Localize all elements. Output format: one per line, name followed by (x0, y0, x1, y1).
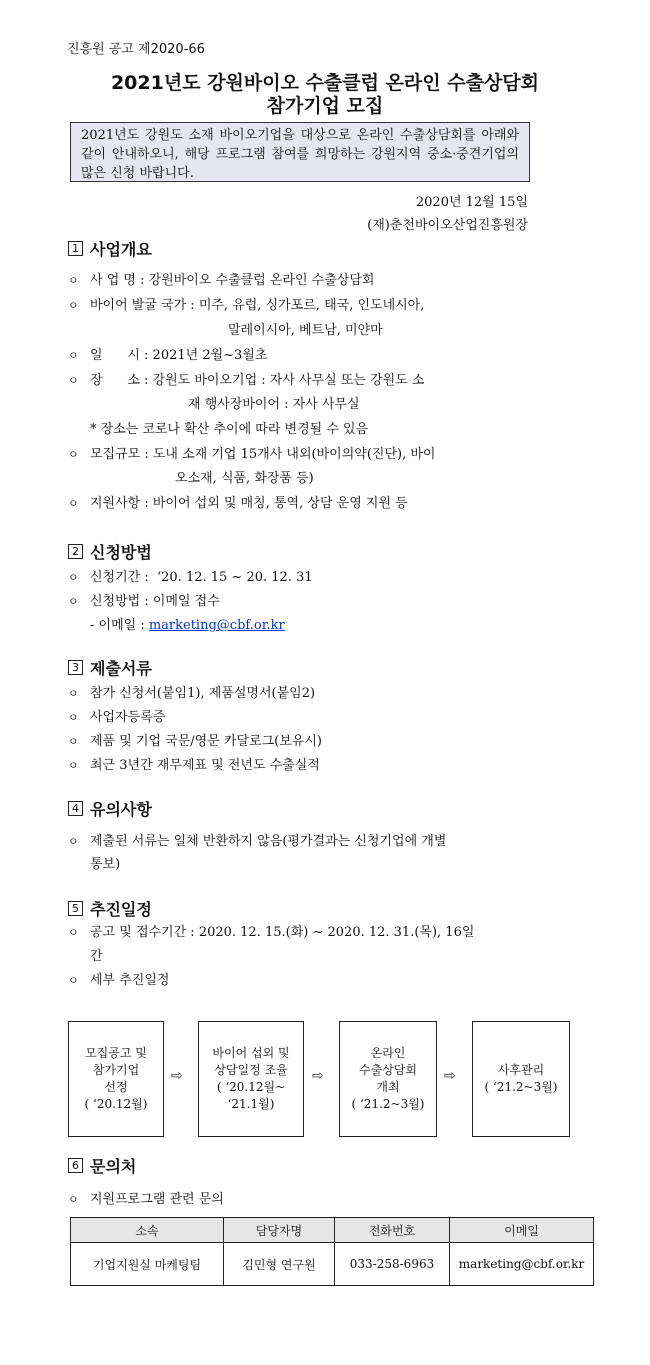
bullet: ㅇ (68, 274, 79, 287)
flow-step-followup (472, 1021, 570, 1137)
flow-step-text: ( ‘20.12월) (84, 1097, 148, 1111)
list-item (68, 754, 320, 773)
item-text: 신청방법 : 이메일 접수 (90, 594, 220, 609)
list-item (68, 682, 315, 701)
item-text: 최근 3년간 재무제표 및 전년도 수출실적 (90, 758, 320, 773)
item-text: 바이어 발굴 국가 : 미주, 유럽, 싱가포르, 태국, 인도네시아, (90, 298, 425, 313)
bullet: ㅇ (68, 349, 79, 362)
flow-step-text: 바이어 섭외 및 (212, 1046, 290, 1060)
section-header-overview (68, 237, 152, 260)
email-label: - 이메일 : (90, 618, 149, 633)
table-cell: 기업지원실 마케팅팀 (71, 1243, 224, 1286)
bullet: ㅇ (68, 374, 79, 387)
bullet: ㅇ (68, 497, 79, 510)
table-cell: marketing@cbf.or.kr (450, 1243, 594, 1286)
list-item (68, 921, 474, 940)
flow-step-text: ( ‘21.2~3월) (351, 1097, 425, 1111)
section-title: 사업개요 (90, 240, 152, 259)
item-text: 신청기간 : ‘20. 12. 15 ~ 20. 12. 31 (90, 570, 313, 585)
flow-step-text: ( ‘21.2~3월) (484, 1080, 558, 1094)
section-header-contact (68, 1154, 136, 1177)
item-continuation: 재 행사장바이어 : 자사 사무실 (188, 397, 360, 412)
section-header-schedule (68, 897, 152, 920)
bullet: ㅇ (68, 974, 79, 987)
flow-step-text: 수출상담회 (359, 1063, 417, 1077)
item-text: 모집규모 : 도내 소재 기업 15개사 내외(바이의약(진단), 바이 (90, 447, 436, 462)
table-row (71, 1243, 594, 1286)
section-header-application (68, 540, 152, 563)
section-title: 추진일정 (90, 900, 152, 919)
column-header: 전화번호 (335, 1218, 450, 1243)
section-number: 6 (68, 1158, 83, 1173)
page-subtitle: 참가기업 모집 (266, 95, 384, 117)
section-number: 3 (68, 660, 83, 675)
flow-step-buyer (198, 1021, 304, 1137)
section-number: 2 (68, 544, 83, 559)
flow-step-online-fair (339, 1021, 437, 1137)
list-item (68, 269, 374, 288)
column-header: 소속 (71, 1218, 224, 1243)
item-continuation: 오소재, 식품, 화장품 등) (175, 471, 314, 486)
flow-step-text: ‘21.1월) (227, 1097, 275, 1111)
list-item (68, 706, 165, 725)
bullet: ㅇ (68, 711, 79, 724)
column-header: 담당자명 (224, 1218, 335, 1243)
table-cell: 033-258-6963 (335, 1243, 450, 1286)
bullet: ㅇ (68, 926, 79, 939)
flow-step-text: 온라인 (370, 1046, 406, 1060)
bullet: ㅇ (68, 687, 79, 700)
section-number: 4 (68, 801, 83, 816)
issue-date: 2020년 12월 15일 (415, 195, 528, 210)
bullet: ㅇ (68, 299, 79, 312)
list-item (68, 969, 169, 988)
section-number: 1 (68, 241, 83, 256)
item-continuation: 통보) (90, 857, 121, 872)
section-title: 제출서류 (90, 659, 152, 678)
item-text: 제품 및 기업 국문/영문 카달로그(보유시) (90, 734, 322, 749)
section-header-notice (68, 797, 152, 820)
list-item (68, 344, 267, 363)
arrow-right-icon: ⇨ (171, 1068, 183, 1084)
flow-step-recruit (68, 1021, 164, 1137)
list-item (68, 566, 313, 585)
list-item (68, 294, 424, 313)
flow-step-text: 모집공고 및 (85, 1046, 147, 1060)
list-item (68, 590, 220, 609)
section-title: 유의사항 (90, 800, 152, 819)
list-item (68, 369, 424, 388)
email-link[interactable]: marketing@cbf.or.kr (148, 618, 285, 633)
section-title: 문의처 (90, 1157, 137, 1176)
list-item (68, 443, 435, 462)
flow-step-text: ( ‘20.12월~ (216, 1080, 286, 1094)
table-cell: 김민형 연구원 (224, 1243, 335, 1286)
item-text: 일 시 : 2021년 2월~3월초 (90, 348, 268, 363)
list-item (68, 1188, 224, 1207)
flow-step-text: 참가기업 (92, 1063, 140, 1077)
bullet: ㅇ (68, 835, 79, 848)
list-item (68, 492, 408, 511)
bullet: ㅇ (68, 759, 79, 772)
section-header-documents (68, 656, 152, 679)
issuer: (재)춘천바이오산업진흥원장 (367, 218, 528, 233)
note-text: * 장소는 코로나 확산 추이에 따라 변경될 수 있음 (90, 422, 369, 437)
section-title: 신청방법 (90, 543, 152, 562)
item-text: 사업자등록증 (90, 710, 166, 725)
list-item (68, 730, 322, 749)
flow-step-text: 상담일정 조율 (214, 1063, 288, 1077)
arrow-right-icon: ⇨ (444, 1068, 456, 1084)
item-text: 지원프로그램 관련 문의 (90, 1192, 224, 1207)
item-continuation: 간 (90, 949, 103, 964)
list-item (68, 830, 446, 849)
bullet: ㅇ (68, 448, 79, 461)
flow-step-text: 개최 (376, 1080, 400, 1094)
item-text: 사 업 명 : 강원바이오 수출클럽 온라인 수출상담회 (90, 273, 375, 288)
intro-box: 2021년도 강원도 소재 바이오기업을 대상으로 온라인 수출상담회를 아래와 같이 안내하오니, 해당 프로그램 참여를 희망하는 강원지역 중소·중견기업의 많은 신청 바랍니다. (70, 122, 530, 182)
item-continuation: 말레이시아, 베트남, 미얀마 (228, 323, 383, 338)
bullet: ㅇ (68, 595, 79, 608)
table-header-row (71, 1218, 594, 1243)
item-text: 지원사항 : 바이어 섭외 및 매칭, 통역, 상담 운영 지원 등 (90, 496, 408, 511)
contact-table (70, 1217, 594, 1286)
item-text: 제출된 서류는 일체 반환하지 않음(평가결과는 신청기업에 개별 (90, 834, 447, 849)
bullet: ㅇ (68, 571, 79, 584)
bullet: ㅇ (68, 735, 79, 748)
flow-step-text: 선정 (104, 1080, 128, 1094)
flow-step-text: 사후관리 (497, 1063, 545, 1077)
page-title: 2021년도 강원바이오 수출클럽 온라인 수출상담회 (110, 72, 540, 94)
column-header: 이메일 (450, 1218, 594, 1243)
item-text: 장 소 : 강원도 바이오기업 : 자사 사무실 또는 강원도 소 (90, 373, 425, 388)
document-number: 진흥원 공고 제2020-66 (67, 42, 205, 57)
item-text: 공고 및 접수기간 : 2020. 12. 15.(화) ~ 2020. 12. 31.(목), 16일 (90, 925, 475, 940)
item-text: 세부 추진일정 (90, 973, 170, 988)
email-line (90, 614, 285, 633)
bullet: ㅇ (68, 1193, 79, 1206)
arrow-right-icon: ⇨ (312, 1068, 324, 1084)
section-number: 5 (68, 901, 83, 916)
item-text: 참가 신청서(붙임1), 제품설명서(붙임2) (90, 686, 316, 701)
